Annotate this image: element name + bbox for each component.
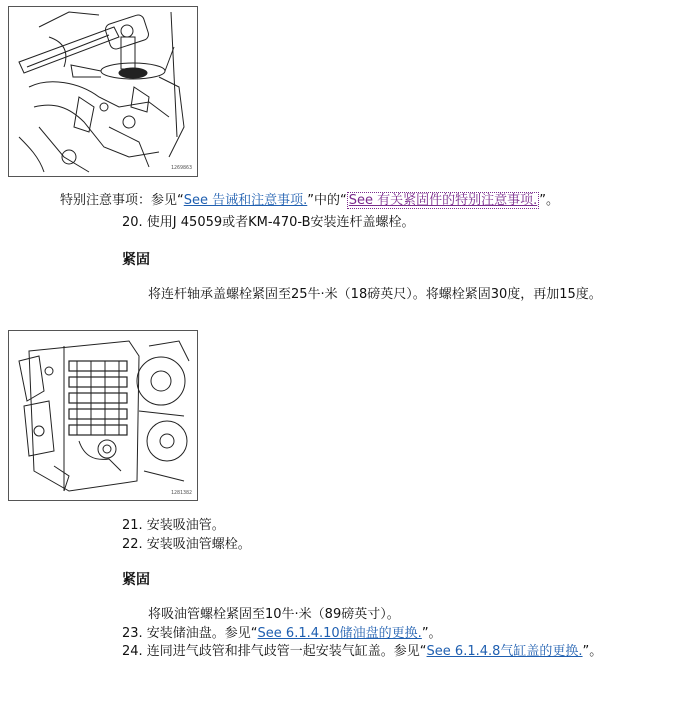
step-23-prefix: 23. 安装储油盘。参见“ — [122, 626, 258, 641]
step-23 — [122, 626, 442, 642]
step-24-suffix: ”。 — [582, 644, 603, 659]
fastener-notice-link[interactable]: See 有关紧固件的特别注意事项. — [348, 193, 538, 208]
tighten-text-2: 将吸油管螺栓紧固至10牛·米（89磅英寸）。 — [148, 607, 400, 622]
step-20: 20. 使用J 45059或者KM-470-B安装连杆盖螺栓。 — [122, 215, 415, 230]
cylinder-head-replacement-link[interactable]: See 6.1.4.8气缸盖的更换. — [426, 644, 583, 659]
engine-wrench-illustration — [9, 7, 197, 176]
special-note-line — [60, 193, 559, 209]
engine-underside-illustration — [9, 331, 197, 500]
oil-pan-replacement-link[interactable]: See 6.1.4.10储油盘的更换. — [257, 626, 422, 641]
cautions-link[interactable]: See 告诫和注意事项. — [183, 193, 308, 208]
figure-id: 1281382 — [171, 490, 193, 496]
step-24-prefix: 24. 连同进气歧管和排气歧管一起安装气缸盖。参见“ — [122, 644, 427, 659]
note-middle: ”中的“ — [307, 193, 347, 208]
note-suffix: ”。 — [539, 193, 560, 208]
tighten-heading-2: 紧固 — [122, 572, 150, 588]
tighten-heading-1: 紧固 — [122, 252, 150, 268]
step-22: 22. 安装吸油管螺栓。 — [122, 537, 251, 552]
step-24 — [122, 644, 602, 660]
figure-id: 1269863 — [171, 165, 193, 171]
figure-connecting-rod-bolt — [8, 6, 198, 177]
figure-oil-pickup-tube — [8, 330, 198, 501]
tighten-text-1: 将连杆轴承盖螺栓紧固至25牛·米（18磅英尺）。将螺栓紧固30度，再加15度。 — [148, 287, 602, 302]
note-prefix: 特别注意事项：参见“ — [60, 193, 184, 208]
step-23-suffix: ”。 — [421, 626, 442, 641]
step-21: 21. 安装吸油管。 — [122, 518, 225, 533]
